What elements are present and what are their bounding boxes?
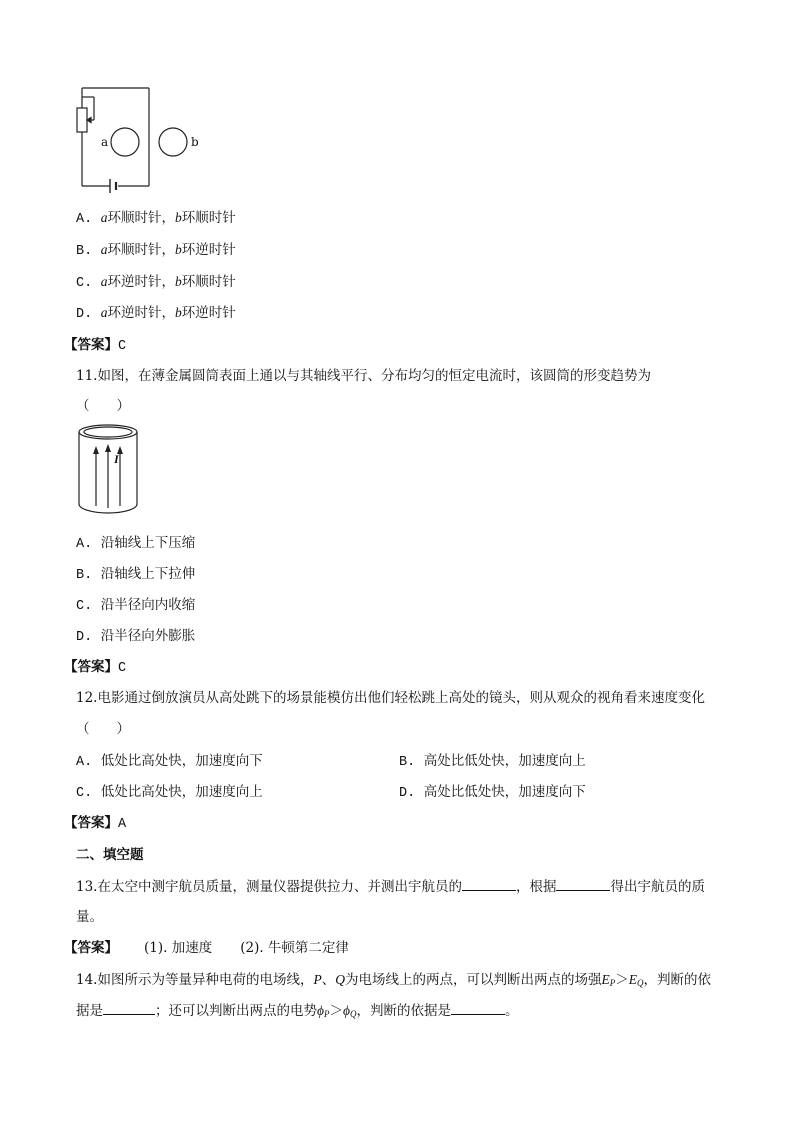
q10-option-c [76,270,236,291]
option-text: 环顺时针， [107,242,176,258]
ring-b-label: b [191,135,199,149]
option-letter: A. [76,212,93,227]
option-letter: A. [76,755,93,770]
option-text: 环顺时针 [181,210,236,226]
answer-value: C [118,339,127,354]
q14-end: 。 [505,1003,519,1019]
option-letter: A. [76,537,93,552]
q13-answer [64,936,349,956]
option-text: 高处比低处快，加速度向下 [423,784,586,800]
q12-option-c [76,780,263,801]
q11-paren: （ ） [76,398,130,414]
q13-text: ，根据 [515,879,557,895]
option-text: 沿半径向外膨胀 [100,628,196,644]
option-letter: C. [76,599,93,614]
q12-stem: 12.电影通过倒放演员从高处跳下的场景能模仿出他们轻松跳上高处的镜头，则从观众的视角看来速度变化 [76,690,705,706]
q12-answer [64,811,126,832]
ring-a-italic: a [100,210,108,225]
q10-option-a [76,206,236,227]
option-letter: B. [399,755,416,770]
answer-part-2: (2). 牛顿第二定律 [240,940,349,956]
q14-text: 据是 [76,1003,103,1019]
answer-value: A [118,817,127,832]
q14-text: ，判断的依据是 [356,1003,451,1019]
ring-b-italic: b [175,274,182,289]
option-letter: C. [76,786,93,801]
point-p: P [313,972,322,987]
option-text: 沿轴线上下压缩 [100,535,196,551]
q10-option-b [76,238,236,259]
cylinder-figure [74,420,144,520]
blank-4 [451,1002,505,1015]
option-text: 沿半径向内收缩 [100,597,196,613]
q14-line2 [76,999,519,1019]
option-letter: D. [76,630,93,645]
ring-b-italic: b [175,210,182,225]
gt-symbol: ＞ [329,1003,343,1019]
answer-label: 【答案】 [64,815,118,831]
answer-part-1: (1). 加速度 [144,940,213,956]
ring-a-italic: a [100,242,108,257]
option-text: 环顺时针， [107,210,176,226]
q11-option-b [76,562,195,583]
q11-stem: 11.如图，在薄金属圆筒表面上通以与其轴线平行、分布均匀的恒定电流时，该圆筒的形变趋势为 [76,368,651,384]
ring-a-italic: a [100,305,108,320]
q12-option-a [76,749,263,770]
option-letter: C. [76,276,93,291]
q10-answer [64,333,126,354]
section-title: 二、填空题 [76,847,144,863]
q13-text: 得出宇航员的质 [610,879,705,895]
option-letter: B. [76,568,93,583]
potential-p: $\phi_P$ [317,1003,330,1019]
q13-line1 [76,875,705,895]
q13-text: 13.在太空中测宇航员质量，测量仪器提供拉力、并测出宇航员的 [76,879,462,895]
q14-text: 14.如图所示为等量异种电荷的电场线， [76,972,314,988]
blank-3 [103,1002,155,1015]
field-eq: $E_Q$ [628,972,644,988]
q14-text: ，判断的依 [643,972,711,988]
q14-line1 [76,968,711,988]
option-text: 环逆时针， [107,305,176,321]
q11-answer [64,655,126,676]
blank-1 [462,878,516,891]
q11-option-a [76,531,195,552]
option-text: 沿轴线上下拉伸 [100,566,196,582]
option-text: 低处比高处快，加速度向下 [100,753,263,769]
ring-b-italic: b [175,305,182,320]
q14-sep: 、 [321,972,336,988]
option-letter: B. [76,244,93,259]
current-label: I [114,452,119,466]
ring-a-label: a [101,135,109,149]
q14-text: 为电场线上的两点，可以判断出两点的场强 [344,972,602,988]
q12-option-d [399,780,586,801]
option-text: 环逆时针 [181,305,236,321]
option-text: 环顺时针 [181,274,236,290]
potential-q: $\phi_Q$ [343,1003,357,1019]
q12-paren: （ ） [76,721,130,737]
ring-b-italic: b [175,242,182,257]
point-q: Q [335,972,345,987]
q14-text: ；还可以判断出两点的电势 [155,1003,317,1019]
blank-2 [556,878,610,891]
answer-label: 【答案】 [64,940,118,956]
option-text: 低处比高处快，加速度向上 [100,784,263,800]
field-ep: $E_P$ [601,972,616,988]
q10-option-d [76,301,236,322]
q12-option-b [399,749,586,770]
answer-label: 【答案】 [64,337,118,353]
option-letter: D. [76,307,93,322]
option-text: 环逆时针， [107,274,176,290]
answer-label: 【答案】 [64,659,118,675]
answer-value: C [118,661,127,676]
option-letter: D. [399,786,416,801]
q11-option-c [76,593,195,614]
ring-a-italic: a [100,274,108,289]
q11-option-d [76,624,195,645]
gt-symbol: ＞ [615,972,629,988]
option-text: 高处比低处快，加速度向上 [423,753,586,769]
q13-line2: 量。 [76,909,103,925]
option-text: 环逆时针 [181,242,236,258]
